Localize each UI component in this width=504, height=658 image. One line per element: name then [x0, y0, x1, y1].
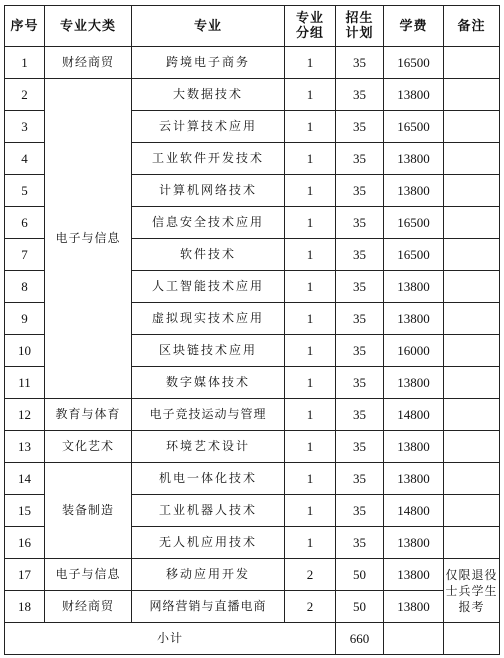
- header-quota-line1: 招生: [345, 11, 374, 26]
- cell-seq: 14: [5, 463, 45, 495]
- cell-seq: 3: [5, 111, 45, 143]
- header-group-line2: 分组: [295, 26, 324, 41]
- cell-quota: 35: [336, 495, 384, 527]
- cell-seq: 1: [5, 47, 45, 79]
- cell-group: 1: [285, 207, 336, 239]
- cell-remark: [444, 431, 500, 463]
- remark-line-2: 士兵学生: [445, 583, 498, 598]
- cell-major: 机电一体化技术: [132, 463, 285, 495]
- table-row: [5, 79, 500, 111]
- header-quota-line2: 计划: [345, 26, 374, 41]
- cell-quota: 50: [336, 559, 384, 591]
- cell-quota: 35: [336, 527, 384, 559]
- cell-fee: 14800: [384, 495, 444, 527]
- cell-seq: 13: [5, 431, 45, 463]
- cell-fee: 13800: [384, 367, 444, 399]
- admissions-table: [4, 5, 500, 655]
- cell-fee: 16500: [384, 111, 444, 143]
- cell-group: 1: [285, 431, 336, 463]
- subtotal-quota: 660: [336, 623, 384, 655]
- cell-major: 计算机网络技术: [132, 175, 285, 207]
- table-row: [5, 559, 500, 591]
- cell-quota: 35: [336, 303, 384, 335]
- cell-fee: 13800: [384, 143, 444, 175]
- cell-major: 软件技术: [132, 239, 285, 271]
- cell-remark: [444, 527, 500, 559]
- cell-seq: 11: [5, 367, 45, 399]
- subtotal-row: [5, 623, 500, 655]
- cell-remark: [444, 47, 500, 79]
- cell-group: 2: [285, 559, 336, 591]
- cell-seq: 4: [5, 143, 45, 175]
- cell-category: 电子与信息: [45, 79, 132, 399]
- subtotal-fee: [384, 623, 444, 655]
- admissions-table-wrapper: [4, 5, 500, 655]
- cell-quota: 35: [336, 367, 384, 399]
- cell-major: 人工智能技术应用: [132, 271, 285, 303]
- cell-major: 信息安全技术应用: [132, 207, 285, 239]
- cell-group: 1: [285, 79, 336, 111]
- cell-major: 区块链技术应用: [132, 335, 285, 367]
- cell-quota: 35: [336, 143, 384, 175]
- cell-group: 1: [285, 47, 336, 79]
- remark-line-3: 报考: [458, 599, 485, 614]
- cell-major: 大数据技术: [132, 79, 285, 111]
- cell-fee: 13800: [384, 527, 444, 559]
- subtotal-remark: [444, 623, 500, 655]
- cell-category: 文化艺术: [45, 431, 132, 463]
- cell-seq: 6: [5, 207, 45, 239]
- cell-category: 装备制造: [45, 463, 132, 559]
- cell-fee: 13800: [384, 559, 444, 591]
- cell-remark: [444, 271, 500, 303]
- cell-seq: 12: [5, 399, 45, 431]
- cell-major: 电子竞技运动与管理: [132, 399, 285, 431]
- cell-seq: 5: [5, 175, 45, 207]
- cell-quota: 35: [336, 79, 384, 111]
- cell-seq: 17: [5, 559, 45, 591]
- cell-major: 工业软件开发技术: [132, 143, 285, 175]
- cell-group: 1: [285, 495, 336, 527]
- cell-major: 虚拟现实技术应用: [132, 303, 285, 335]
- cell-seq: 9: [5, 303, 45, 335]
- cell-quota: 35: [336, 207, 384, 239]
- cell-group: 1: [285, 143, 336, 175]
- cell-seq: 18: [5, 591, 45, 623]
- cell-fee: 13800: [384, 431, 444, 463]
- cell-major: 无人机应用技术: [132, 527, 285, 559]
- cell-remark: [444, 111, 500, 143]
- cell-quota: 35: [336, 239, 384, 271]
- cell-fee: 13800: [384, 591, 444, 623]
- cell-remark: [444, 399, 500, 431]
- cell-remark: [444, 239, 500, 271]
- cell-seq: 16: [5, 527, 45, 559]
- cell-major: 工业机器人技术: [132, 495, 285, 527]
- cell-seq: 7: [5, 239, 45, 271]
- cell-major: 跨境电子商务: [132, 47, 285, 79]
- header-remark: 备注: [444, 6, 500, 47]
- cell-seq: 15: [5, 495, 45, 527]
- cell-category: 电子与信息: [45, 559, 132, 591]
- cell-fee: 13800: [384, 271, 444, 303]
- cell-quota: 50: [336, 591, 384, 623]
- cell-major: 网络营销与直播电商: [132, 591, 285, 623]
- cell-fee: 14800: [384, 399, 444, 431]
- cell-quota: 35: [336, 271, 384, 303]
- cell-remark: [444, 207, 500, 239]
- cell-remark: [444, 495, 500, 527]
- header-quota: [336, 6, 384, 47]
- cell-quota: 35: [336, 175, 384, 207]
- table-row: [5, 399, 500, 431]
- table-row: [5, 431, 500, 463]
- cell-group: 1: [285, 335, 336, 367]
- cell-category: 教育与体育: [45, 399, 132, 431]
- cell-quota: 35: [336, 431, 384, 463]
- subtotal-label: 小计: [5, 623, 336, 655]
- cell-group: 1: [285, 271, 336, 303]
- cell-major: 环境艺术设计: [132, 431, 285, 463]
- cell-quota: 35: [336, 111, 384, 143]
- cell-group: 1: [285, 303, 336, 335]
- cell-remark: [444, 335, 500, 367]
- header-fee: 学费: [384, 6, 444, 47]
- table-row: [5, 463, 500, 495]
- cell-group: 1: [285, 527, 336, 559]
- cell-fee: 13800: [384, 303, 444, 335]
- cell-major: 云计算技术应用: [132, 111, 285, 143]
- cell-group: 1: [285, 463, 336, 495]
- cell-category: 财经商贸: [45, 591, 132, 623]
- cell-seq: 2: [5, 79, 45, 111]
- cell-group: 2: [285, 591, 336, 623]
- cell-remark: [444, 143, 500, 175]
- cell-fee: 13800: [384, 175, 444, 207]
- cell-remark: [444, 175, 500, 207]
- cell-group: 1: [285, 175, 336, 207]
- cell-fee: 13800: [384, 463, 444, 495]
- header-major: 专业: [132, 6, 285, 47]
- cell-remark: [444, 463, 500, 495]
- cell-quota: 35: [336, 335, 384, 367]
- cell-fee: 16500: [384, 207, 444, 239]
- cell-fee: 16500: [384, 239, 444, 271]
- cell-quota: 35: [336, 47, 384, 79]
- cell-fee: 16500: [384, 47, 444, 79]
- cell-remark-veterans: [444, 559, 500, 623]
- cell-major: 移动应用开发: [132, 559, 285, 591]
- cell-remark: [444, 79, 500, 111]
- cell-major: 数字媒体技术: [132, 367, 285, 399]
- table-row: [5, 47, 500, 79]
- cell-group: 1: [285, 399, 336, 431]
- header-row: [5, 6, 500, 47]
- cell-category: 财经商贸: [45, 47, 132, 79]
- remark-line-1: 仅限退役: [445, 567, 498, 582]
- header-category: 专业大类: [45, 6, 132, 47]
- cell-group: 1: [285, 239, 336, 271]
- header-group: [285, 6, 336, 47]
- cell-seq: 8: [5, 271, 45, 303]
- cell-fee: 16000: [384, 335, 444, 367]
- cell-fee: 13800: [384, 79, 444, 111]
- table-row: [5, 591, 500, 623]
- cell-quota: 35: [336, 399, 384, 431]
- header-seq: 序号: [5, 6, 45, 47]
- cell-group: 1: [285, 367, 336, 399]
- cell-group: 1: [285, 111, 336, 143]
- cell-remark: [444, 367, 500, 399]
- cell-remark: [444, 303, 500, 335]
- header-group-line1: 专业: [295, 11, 324, 26]
- cell-seq: 10: [5, 335, 45, 367]
- cell-quota: 35: [336, 463, 384, 495]
